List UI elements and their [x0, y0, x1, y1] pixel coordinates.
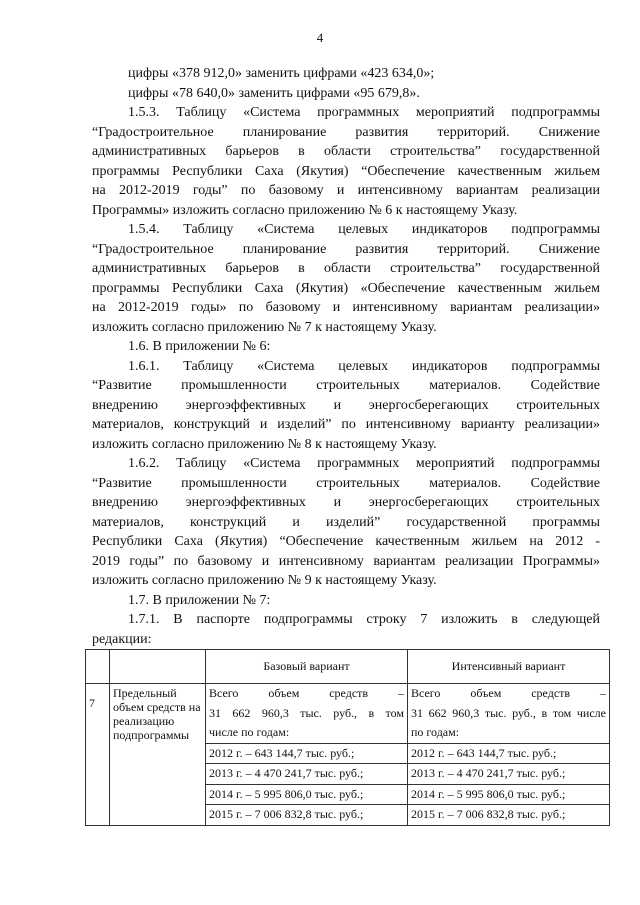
- text-line: “Развитие промышленности строительных материалов. Содействие: [92, 378, 600, 393]
- paragraph-1-7-1: 1.7.1. В паспорте подпрограммы строку 7 изложить в следующей: [128, 612, 600, 627]
- row-name: Предельный объем средств на реализацию подпрограммы: [110, 684, 206, 826]
- cell-line: Всего объем средств –: [209, 686, 404, 700]
- paragraph-1-5-4: 1.5.4. Таблицу «Система целевых индикаторов подпрограммы: [128, 222, 600, 237]
- text-line: материалов, конструкций и изделий” государственной программы: [92, 514, 600, 530]
- text-line: изложить согласно приложению № 7 к настоящему Указу.: [92, 319, 437, 335]
- page-number: 4: [316, 30, 324, 45]
- paragraph-1-6-1: 1.6.1. Таблицу «Система целевых индикаторов подпрограммы: [128, 358, 600, 374]
- text-line: программы Республики Саха (Якутия) “Обеспечение качественным жильем: [92, 163, 600, 179]
- intensive-variant-cell: [408, 684, 610, 826]
- cell-line: 2015 г. – 7 006 832,8 тыс. руб.;: [408, 804, 609, 825]
- text-line: на 2012-2019 годы” по базовому и интенсивному вариантам реализации: [92, 183, 600, 198]
- cell-line: 2014 г. – 5 995 806,0 тыс. руб.;: [206, 784, 407, 805]
- text-line: Программы» изложить согласно приложению № 6 к настоящему Указу.: [92, 202, 518, 218]
- cell-line: 2015 г. – 7 006 832,8 тыс. руб.;: [206, 804, 407, 825]
- paragraph-1-7: 1.7. В приложении № 7:: [128, 592, 271, 608]
- cell-line: 31 662 960,3 тыс. руб., в том числе: [411, 705, 606, 720]
- cell-line: 2013 г. – 4 470 241,7 тыс. руб.;: [408, 763, 609, 784]
- cell-line: 2013 г. – 4 470 241,7 тыс. руб.;: [206, 763, 407, 784]
- header-number: [86, 650, 110, 684]
- text-line: внедрению энергоэффективных и энергосберегающих строительных: [92, 397, 600, 413]
- base-variant-cell: [206, 684, 408, 826]
- cell-line: 31 662 960,3 тыс. руб., в том: [209, 705, 404, 720]
- cell-line: по годам:: [411, 725, 460, 739]
- paragraph-1-5-3: 1.5.3. Таблицу «Система программных мероприятий подпрограммы: [128, 105, 600, 120]
- cell-line: 2012 г. – 643 144,7 тыс. руб.;: [408, 743, 609, 764]
- cell-line: 2014 г. – 5 995 806,0 тыс. руб.;: [408, 784, 609, 805]
- header-name: [110, 650, 206, 684]
- text-line: административных барьеров в области строительства” государственной: [92, 144, 600, 159]
- paragraph-1-6: 1.6. В приложении № 6:: [128, 339, 271, 354]
- paragraph-1-6-2: 1.6.2. Таблицу «Система программных мероприятий подпрограммы: [128, 456, 600, 471]
- text-line: изложить согласно приложению № 9 к настоящему Указу.: [92, 573, 437, 588]
- table-header-row: [86, 650, 610, 684]
- document-body: [92, 64, 600, 649]
- text-line: “Градостроительное планирование развития территорий. Снижение: [92, 241, 600, 257]
- text-line: “Развитие промышленности строительных материалов. Содействие: [92, 475, 600, 491]
- table-row: [86, 684, 610, 826]
- text-line: на 2012-2019 годы» по базовому и интенсивному вариантам реализации»: [92, 300, 600, 315]
- text-line: “Градостроительное планирование развития территорий. Снижение: [92, 124, 600, 140]
- text-line: 2019 годы” по базовому и интенсивному вариантам реализации Программы»: [92, 553, 600, 569]
- text-line: административных барьеров в области строительства” государственной: [92, 261, 600, 276]
- header-base-variant: Базовый вариант: [206, 650, 408, 684]
- text-line: цифры «378 912,0» заменить цифрами «423 634,0»;: [128, 66, 435, 81]
- text-line: изложить согласно приложению № 8 к настоящему Указу.: [92, 436, 437, 452]
- text-line: материалов, конструкций и изделий” по интенсивному варианту реализации»: [92, 417, 600, 432]
- text-line: внедрению энергоэффективных и энергосберегающих строительных: [92, 495, 600, 510]
- row-number: 7: [86, 684, 110, 826]
- text-line: Республики Саха (Якутия) “Обеспечение качественным жильем на 2012 -: [92, 534, 600, 549]
- text-line: цифры «78 640,0» заменить цифрами «95 679,8».: [128, 85, 420, 101]
- passport-table: [85, 649, 610, 826]
- cell-line: 2012 г. – 643 144,7 тыс. руб.;: [206, 743, 407, 764]
- text-line: редакции:: [92, 631, 152, 647]
- cell-line: Всего объем средств –: [411, 686, 606, 700]
- cell-line: числе по годам:: [209, 725, 290, 739]
- text-line: программы Республики Саха (Якутия) «Обеспечение качественным жильем: [92, 280, 600, 296]
- header-intensive-variant: Интенсивный вариант: [408, 650, 610, 684]
